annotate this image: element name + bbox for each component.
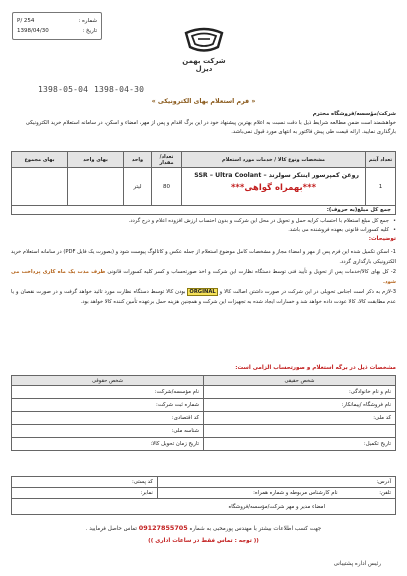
document-number-row bbox=[17, 16, 97, 26]
col-total: بهای مجموع bbox=[12, 152, 68, 168]
item-row-number: 1 bbox=[366, 168, 396, 206]
intro-body: خواهشمند است ضمن مطالعه شرایط ذیل با دقت نسبت به اعلام بهترین پیشنهاد خود در این برگ اقدام و پس از مهر، امضاء و اسکن، در سامانه استعلام خرید الکترونیکی بارگذاری نمایید. ارائه قیمت طی پیش فاکتور به انتهای مورد قبول نمی‌باشد. bbox=[25, 120, 396, 135]
item-qty: 80 bbox=[152, 168, 182, 206]
national-code-field[interactable]: کد ملی: bbox=[204, 412, 396, 425]
table-row bbox=[12, 425, 396, 438]
intro bbox=[11, 110, 396, 137]
item-description bbox=[182, 168, 366, 206]
footer-signature: رئیس اداره پشتیبانی bbox=[333, 561, 381, 567]
contact-phone: 09127855705 bbox=[138, 524, 188, 532]
full-name-field[interactable]: نام و نام خانوادگی: bbox=[204, 386, 396, 399]
received-stamp: 1398-05-04 bbox=[38, 85, 89, 94]
table-row bbox=[12, 168, 396, 206]
col-real-person: شخص حقیقی bbox=[204, 376, 396, 386]
company-logo-icon bbox=[182, 27, 226, 53]
address-table bbox=[11, 476, 396, 515]
col-legal-person: شخص حقوقی bbox=[12, 376, 204, 386]
document-number-label: شماره : bbox=[78, 18, 97, 24]
table-row bbox=[12, 488, 396, 499]
note-3-text-a: 3-لازم به ذکر است اجناس تحویلی در این شرکت در صورت داشتن اصالت کالا و bbox=[219, 289, 396, 295]
contact-text-before: جهت کسب اطلاعات بیشتر با مهندس پورمحبی به شماره bbox=[189, 526, 322, 532]
intro-recipient: شرکت/مؤسسه/فروشگاه محترم bbox=[312, 111, 396, 117]
economic-code-field[interactable]: کد اقتصادی: bbox=[12, 412, 204, 425]
note-3 bbox=[11, 287, 396, 307]
national-id-field[interactable]: شناسه ملی: bbox=[12, 425, 204, 438]
sum-row bbox=[12, 206, 396, 215]
info-title: مشخصات ذیل در برگه استعلام و صورتحساب الزامی است: bbox=[235, 365, 396, 371]
info-header-row bbox=[12, 376, 396, 386]
condition-item-2: • کلیه کسورات قانونی بعهده فروشنده می باشد. bbox=[11, 226, 396, 235]
col-row: تعداد آیتم bbox=[366, 152, 396, 168]
item-unit-price[interactable] bbox=[68, 168, 124, 206]
contact-text-after: تماس حاصل فرمایید . bbox=[85, 526, 137, 532]
completion-date-field[interactable]: تاریخ تکمیل: bbox=[204, 438, 396, 451]
document-number-value: P/ 254 bbox=[17, 18, 35, 24]
notes-title: توضیحات: bbox=[368, 236, 396, 242]
table-row bbox=[12, 412, 396, 425]
document-date-label: تاریخ : bbox=[82, 28, 97, 34]
company-logo bbox=[175, 27, 233, 73]
postal-code-field[interactable]: کد پستی: bbox=[12, 477, 158, 488]
contact-note: (( توجه : تماس فقط در ساعات اداری )) bbox=[148, 538, 259, 544]
item-note: ***بهمراه گواهی*** bbox=[230, 183, 317, 193]
empty-field[interactable] bbox=[204, 425, 396, 438]
table-row bbox=[12, 499, 396, 515]
issued-stamp: 1398-04-30 bbox=[94, 85, 145, 94]
sum-label[interactable]: جمع کل مبلغ(به حروف): bbox=[12, 206, 396, 215]
item-name: روغن کمپرسور اینتکر سولرند – SSR – Ultra Coolant bbox=[194, 172, 359, 179]
document-date-value: 1398/04/30 bbox=[17, 28, 49, 34]
document-meta-box bbox=[12, 12, 102, 40]
fax-field[interactable]: نمابر: bbox=[12, 488, 158, 499]
phone-field[interactable] bbox=[157, 488, 395, 499]
contact-line bbox=[0, 524, 407, 532]
conditions-list bbox=[11, 217, 396, 236]
phone-label: تلفن: bbox=[379, 490, 391, 496]
item-total[interactable] bbox=[12, 168, 68, 206]
signature-field[interactable]: امضاء مدیر و مهر شرکت/مؤسسه/فروشگاه bbox=[12, 499, 396, 515]
table-row bbox=[12, 386, 396, 399]
form-title: « فرم استعلام بهای الکترونیکی » bbox=[151, 98, 256, 105]
expert-label: نام کارشناس مربوطه و شماره همراه: bbox=[253, 490, 338, 496]
supplier-info-table bbox=[11, 375, 396, 451]
condition-item-1: • جمع کل مبلغ استعلام با احتساب کرایه حمل و تحویل در محل این شرکت و بدون احتساب ارزش افزوده اعلام و درج گردد. bbox=[11, 217, 396, 226]
note-2 bbox=[11, 267, 396, 287]
items-table bbox=[11, 151, 396, 215]
col-description: مشخصات ونوع کالا / خدمات مورد استعلام bbox=[182, 152, 366, 168]
shop-name-field[interactable]: نام فروشگاه /پیمانکار: bbox=[204, 399, 396, 412]
registration-number-field[interactable]: شماره ثبت شرکت: bbox=[12, 399, 204, 412]
document-date-row bbox=[17, 26, 97, 36]
notes bbox=[11, 247, 396, 307]
delivery-date-field[interactable]: تاریخ زمان تحویل کالا: bbox=[12, 438, 204, 451]
items-header-row bbox=[12, 152, 396, 168]
table-row bbox=[12, 438, 396, 451]
table-row bbox=[12, 477, 396, 488]
table-row bbox=[12, 399, 396, 412]
address-field[interactable]: آدرس: bbox=[157, 477, 395, 488]
note-3-original-highlight: ORGINAL bbox=[189, 289, 216, 295]
note-2-text: 2- کل بهای کالا/خدمات پس از تحویل و تأیید فنی توسط دستگاه نظارت این شرکت و اخذ صورتحساب و کسر کلیه کسورات قانونی bbox=[107, 269, 396, 275]
note-1: 1- اسکن تکمیل شده این فرم پس از مهر و امضاء مجاز و مشخصات کامل موضوع استعلام از جمله عکس و کاتالوگ پیوست شود و (بصورت یک فایل PDF) در سامانه استعلام خرید الکترونیکی بارگذاری گردد. bbox=[11, 249, 396, 265]
company-name-field[interactable]: نام مؤسسه/شرکت: bbox=[12, 386, 204, 399]
item-unit: لیتر bbox=[124, 168, 152, 206]
note-2-payment-term: ظرف مدت یک ماه کاری پرداخت می شود. bbox=[11, 269, 396, 285]
note-3-text-b: بودن کالا توسط دستگاه نظارت مورد تائید خواهد گرفت و در صورت نقصان و یا عدم مطابقت کالا، کالا عودت داده خواهد شد و خسارات ایجاد شده به تجهیزات این شرکت و همچنین هزینه حمل برعهده تأمین کننده کالا خواهد بود. bbox=[11, 289, 396, 305]
company-name: شرکت بهمن دیزل bbox=[182, 57, 226, 73]
col-unit-price: بهای واحد bbox=[68, 152, 124, 168]
col-qty: تعداد/ مقدار bbox=[152, 152, 182, 168]
col-unit: واحد bbox=[124, 152, 152, 168]
